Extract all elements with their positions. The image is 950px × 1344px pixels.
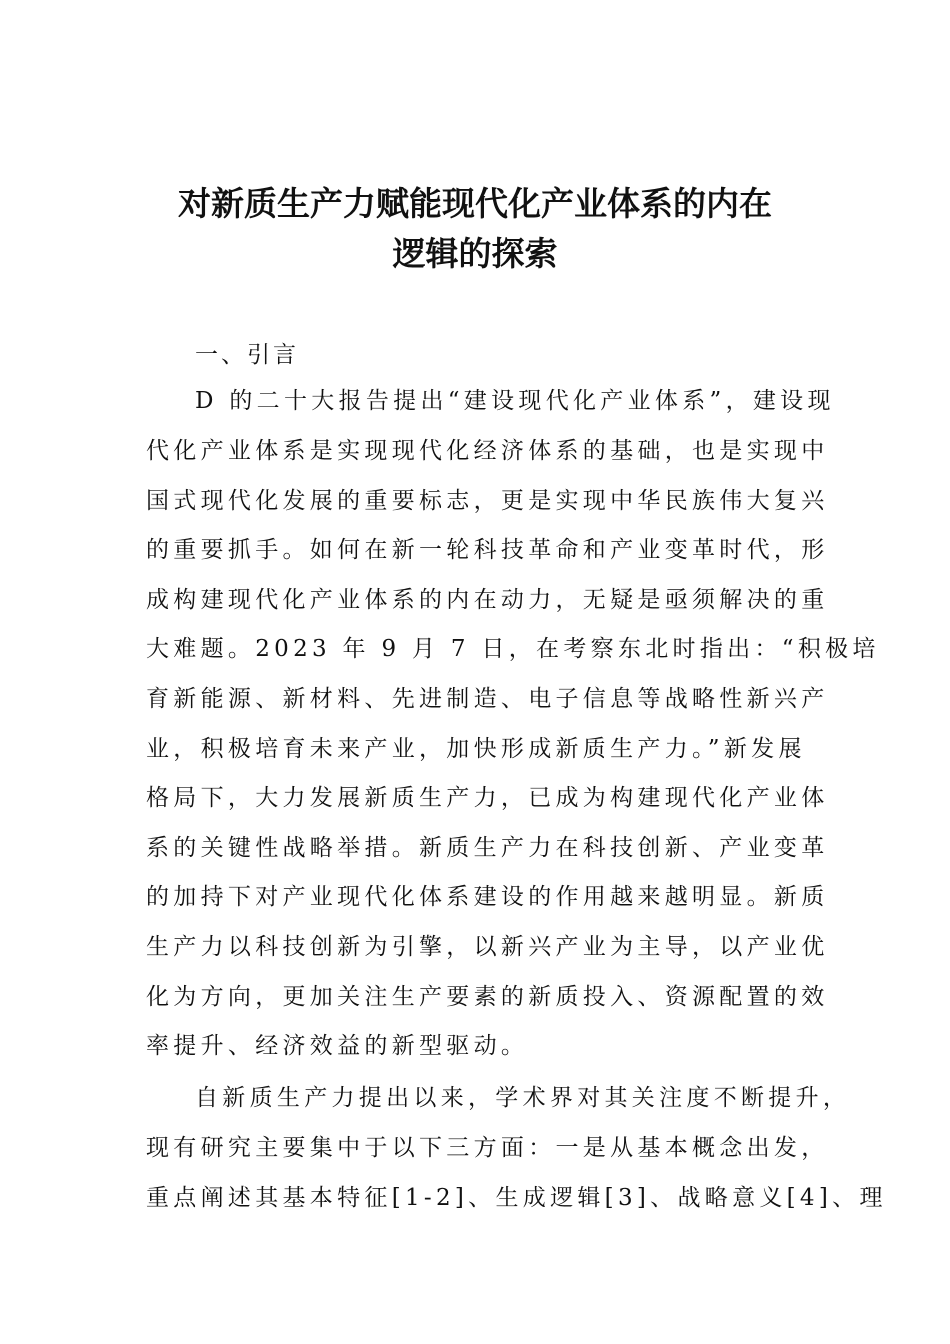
paragraph-2-line: 重点阐述其基本特征[1-2]、生成逻辑[3]、战略意义[4]、理 bbox=[146, 1185, 887, 1211]
paragraph-1-line: 格局下，大力发展新质生产力，已成为构建现代化产业体 bbox=[146, 785, 829, 811]
section-heading: 一、引言 bbox=[195, 342, 299, 368]
paragraph-1-line: 业，积极培育未来产业，加快形成新质生产力。”新发展 bbox=[146, 736, 806, 762]
paragraph-1-line: 化为方向，更加关注生产要素的新质投入、资源配置的效 bbox=[146, 984, 829, 1010]
paragraph-1-line: 率提升、经济效益的新型驱动。 bbox=[146, 1033, 529, 1059]
paragraph-1-line: 成构建现代化产业体系的内在动力，无疑是亟须解决的重 bbox=[146, 587, 829, 613]
document-title-line-1: 对新质生产力赋能现代化产业体系的内在 bbox=[178, 184, 772, 223]
paragraph-1-line: D 的二十大报告提出“建设现代化产业体系”，建设现 bbox=[195, 388, 835, 414]
paragraph-2-line: 自新质生产力提出以来，学术界对其关注度不断提升， bbox=[195, 1085, 851, 1111]
paragraph-2-line: 现有研究主要集中于以下三方面：一是从基本概念出发， bbox=[146, 1135, 829, 1161]
paragraph-1-line: 育新能源、新材料、先进制造、电子信息等战略性新兴产 bbox=[146, 686, 829, 712]
paragraph-1-line: 的加持下对产业现代化体系建设的作用越来越明显。新质 bbox=[146, 884, 829, 910]
paragraph-1-line: 代化产业体系是实现现代化经济体系的基础，也是实现中 bbox=[146, 438, 829, 464]
paragraph-1-line: 生产力以科技创新为引擎，以新兴产业为主导，以产业优 bbox=[146, 934, 829, 960]
paragraph-1-line: 的重要抓手。如何在新一轮科技革命和产业变革时代，形 bbox=[146, 537, 829, 563]
paragraph-1-line: 大难题。2023 年 9 月 7 日，在考察东北时指出：“积极培 bbox=[146, 636, 880, 662]
paragraph-1-line: 系的关键性战略举措。新质生产力在科技创新、产业变革 bbox=[146, 835, 829, 861]
document-title-line-2: 逻辑的探索 bbox=[392, 234, 558, 273]
paragraph-1-line: 国式现代化发展的重要标志，更是实现中华民族伟大复兴 bbox=[146, 488, 829, 514]
